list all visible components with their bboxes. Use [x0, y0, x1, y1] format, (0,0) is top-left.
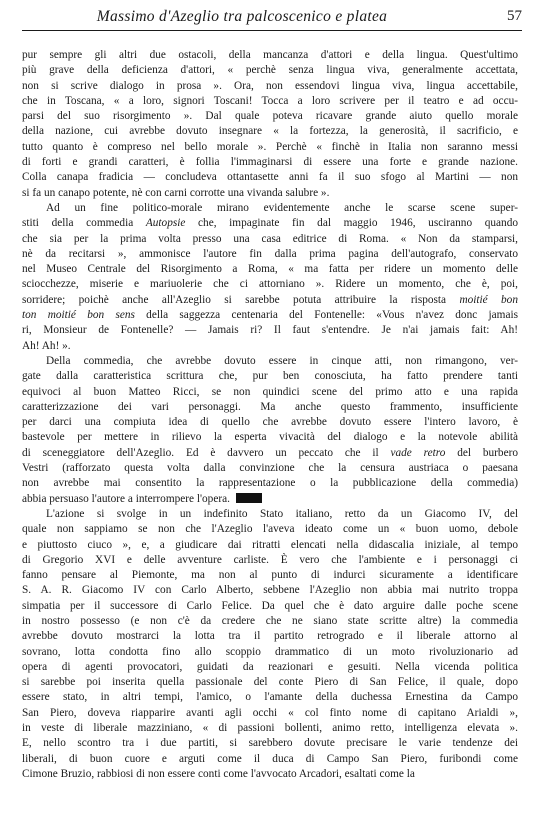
text-line — [22, 262, 518, 277]
text-segment: nè da recitarsi », ammonisce l'autore fin dalla prima pagina dell'autografo, conservato — [22, 247, 518, 260]
text-segment: liberali, di buon cuore e arguti come il duca di Campo San Piero, furibondi come — [22, 752, 518, 765]
text-segment: in veste di liberale mazziniano, « di passioni bollenti, animo retto, intelligenza elevata ». — [22, 722, 518, 735]
text-line — [22, 339, 518, 354]
page-number: 57 — [507, 8, 522, 24]
text-segment: della saggezza centenaria del Fontenelle: «Vous n'avez donc jamais — [134, 309, 518, 322]
text-segment: nel Museo Centrale del Risorgimento a Roma, « ma fatta per ridere un momento delle — [22, 263, 518, 276]
text-line — [22, 660, 518, 675]
text-line — [22, 323, 518, 338]
paragraph — [22, 354, 518, 507]
text-segment: San Piero, doveva riapparire avanti agli occhi « col finto nome di capitano Arialdi », — [22, 706, 518, 719]
text-line — [22, 124, 518, 139]
paragraph — [22, 507, 518, 782]
text-segment: bastevole per mettere in rilievo la esperta vivacità del dialogo e la notevole abilità — [22, 431, 518, 444]
text-line — [22, 767, 518, 782]
text-line — [22, 415, 518, 430]
text-segment: gate dalla caratteristica scrittura che, pur ben conosciuta, ha fatto prendere tanti — [22, 370, 518, 383]
text-segment: quale non sappiamo se non che l'Azeglio l'aveva ideato come un « buon uomo, debole — [22, 523, 518, 536]
text-line — [22, 385, 518, 400]
text-line — [22, 247, 518, 262]
text-line — [22, 277, 518, 292]
text-segment: L'azione si svolge in un indefinito Stato italiano, retto da un Giacomo IV, del — [46, 507, 518, 520]
text-line — [22, 706, 518, 721]
text-line — [22, 170, 518, 185]
text-segment: sovrano, lotta condotta fino allo scoppio drammatico di un moto rivoluzionario ad — [22, 645, 518, 658]
text-segment: stiti della commedia — [22, 217, 146, 230]
text-line — [22, 614, 518, 629]
text-line — [22, 293, 518, 308]
text-segment: pur sempre gli altri due ostacoli, della mancanza d'attori e della lingua. Quest'ultimo — [22, 49, 518, 61]
text-line — [22, 752, 518, 767]
text-segment: di Gregorio XVI e delle avventure carliste. È vero che l'ambiente e i personaggi ci — [22, 553, 518, 566]
text-segment: si sarebbe poi inserita quella passionale del conte Piero di San Felice, il quale, dopo — [22, 676, 518, 689]
text-line — [22, 599, 518, 614]
text-line — [22, 568, 518, 583]
italic-text: Autopsie — [145, 217, 186, 230]
text-segment: della nazione, cui avrebbe dovuto insegnare « la fortezza, la generosità, il sacrificio, e — [22, 125, 518, 138]
text-segment: essere stato, in altri tempi, l'amico, o l'amante della duchessa Ernestina da Campo — [22, 691, 518, 704]
text-segment: si fa un canapo potente, nè con carni corrotte una vivanda salubre ». — [22, 186, 330, 199]
text-line — [22, 736, 518, 751]
text-line — [22, 48, 518, 63]
text-segment: Colla canapa fradicia — concludeva ottantasette anni fa il suo sfogo al Martini — non — [22, 171, 518, 184]
text-segment: di forti e grandi caratteri, è follia l'immaginarsi di essere una forte e grande nazione. — [22, 156, 518, 169]
text-line — [22, 308, 518, 323]
text-segment: che in Toscana, « a loro, signori Toscani! Tocca a loro scrivere per il teatro e ad occu- — [22, 94, 518, 107]
text-segment: non avrebbe mai consentito la rappresentazione o la pubblicazione della commedia) — [22, 477, 518, 490]
text-segment: in nostro possesso (e non c'è da credere che ne siano state scritte altre) la commedia — [22, 614, 518, 627]
text-segment: S. A. R. Giacomo IV con Carlo Alberto, sebbene l'Azeglio non abbia mai nutrito troppa — [22, 584, 518, 597]
italic-text: moitié bon — [459, 293, 518, 306]
text-line — [22, 354, 518, 369]
text-line — [22, 507, 518, 522]
text-segment: di sceneggiatore dell'Azeglio. Ed è davvero un peccato che il — [22, 446, 391, 459]
text-line — [22, 721, 518, 736]
running-title: Massimo d'Azeglio tra palcoscenico e platea — [96, 8, 388, 25]
text-segment: Cimone Bruzio, rabbiosi di non essere conti come l'avvocato Arcadori, esaltati come la — [22, 767, 415, 780]
text-line — [22, 492, 518, 507]
text-segment: Della commedia, che avrebbe dovuto essere in cinque atti, non rimangono, ver- — [46, 354, 518, 367]
italic-text: vade retro — [390, 446, 446, 459]
text-line — [22, 232, 518, 247]
text-line — [22, 476, 518, 491]
text-segment: che sia per la prima volta presso una casa editrice di Roma. « Non da stamparsi, — [22, 232, 518, 245]
text-line — [22, 583, 518, 598]
paragraph — [22, 48, 518, 201]
text-line — [22, 446, 518, 461]
text-line — [22, 430, 518, 445]
text-segment: sorridere; poichè anche all'Azeglio si sarebbe potuta attribuire la risposta — [22, 293, 460, 306]
text-line — [22, 690, 518, 705]
text-segment: Ad un fine politico-morale mirano evidentemente anche le scarse scene super- — [46, 201, 518, 214]
text-line — [22, 553, 518, 568]
text-segment: Vestri (rafforzato questa volta dalla convinzione che la censura austriaca o paesana — [22, 462, 518, 475]
text-line — [22, 109, 518, 124]
text-segment: ri, Monsieur de Fontenelle? — Jamais ri? Il faut s'entendre. Je n'ai jamais fait: Ah! — [22, 324, 518, 337]
text-segment: e piuttosto ciuco », e, a giudicare dai ritratti elencati nella didascalia iniziale, al tempo — [22, 538, 518, 551]
text-segment: sciocchezze, miserie e mariuolerie che ci attorniano ». Ridere un momento, che è, poi, — [22, 278, 518, 291]
text-line — [22, 140, 518, 155]
redaction-mark — [236, 493, 262, 503]
text-line — [22, 63, 518, 78]
body-text — [22, 48, 518, 782]
text-line — [22, 186, 518, 201]
text-segment: opera di agenti provocatori, guidati da reazionari e gesuiti. Nella vicenda politica — [22, 660, 518, 673]
text-segment: del burbero — [445, 446, 518, 459]
text-line — [22, 645, 518, 660]
text-line — [22, 94, 518, 109]
text-line — [22, 629, 518, 644]
text-segment: per darci una compiuta idea di quello che avrebbe dovuto essere l'intero lavoro, è — [22, 416, 518, 429]
text-line — [22, 79, 518, 94]
text-segment: fanno pensare al Piemonte, ma non al punto di indurci sicuramente a identificare — [22, 569, 518, 582]
text-segment: più grave della deficienza d'attori, « perchè senza lingua viva, generalmente accettata, — [22, 64, 518, 77]
text-segment: non si scrive dialogo in prosa ». Ora, non essendovi lingua viva, lingua accettabile, — [22, 79, 518, 92]
text-segment: caratterizzazione dei vari personaggi. Ma anche questo frammento, insufficiente — [22, 400, 518, 413]
text-segment: simpatia per il successore di Carlo Felice. Da quel che è dato arguire dalle poche scene — [22, 599, 518, 612]
running-header — [22, 6, 522, 31]
text-line — [22, 201, 518, 216]
text-line — [22, 461, 518, 476]
text-segment: E, nello scontro tra i due partiti, si sarebbero dovute precisare le varie tendenze dei — [22, 737, 518, 750]
text-segment: che, impaginate fin dal maggio 1946, usciranno quando — [185, 217, 518, 230]
text-segment: parsi del suo risorgimento ». Dal quale poteva ricavare grande aiuto quello morale — [22, 110, 518, 123]
paragraph — [22, 201, 518, 354]
text-line — [22, 400, 518, 415]
text-line — [22, 675, 518, 690]
text-line — [22, 522, 518, 537]
text-segment: equivoci al buon Matteo Ricci, se non quindici scene del primo atto e una rapida — [22, 385, 518, 398]
text-segment: avrebbe dovuto mostrarci la lotta tra il partito retrogrado e il liberale attorno al — [22, 630, 518, 643]
text-line — [22, 369, 518, 384]
text-line — [22, 216, 518, 231]
italic-text: ton moitié bon sens — [22, 309, 135, 322]
text-segment: Ah! Ah! ». — [22, 339, 71, 352]
text-line — [22, 155, 518, 170]
text-segment: tutto quanto è compreso nel bello morale ». Perchè « finchè in Italia non saranno messi — [22, 140, 518, 153]
text-segment: abbia persuaso l'autore a interrompere l'opera. — [22, 492, 230, 505]
text-line — [22, 538, 518, 553]
